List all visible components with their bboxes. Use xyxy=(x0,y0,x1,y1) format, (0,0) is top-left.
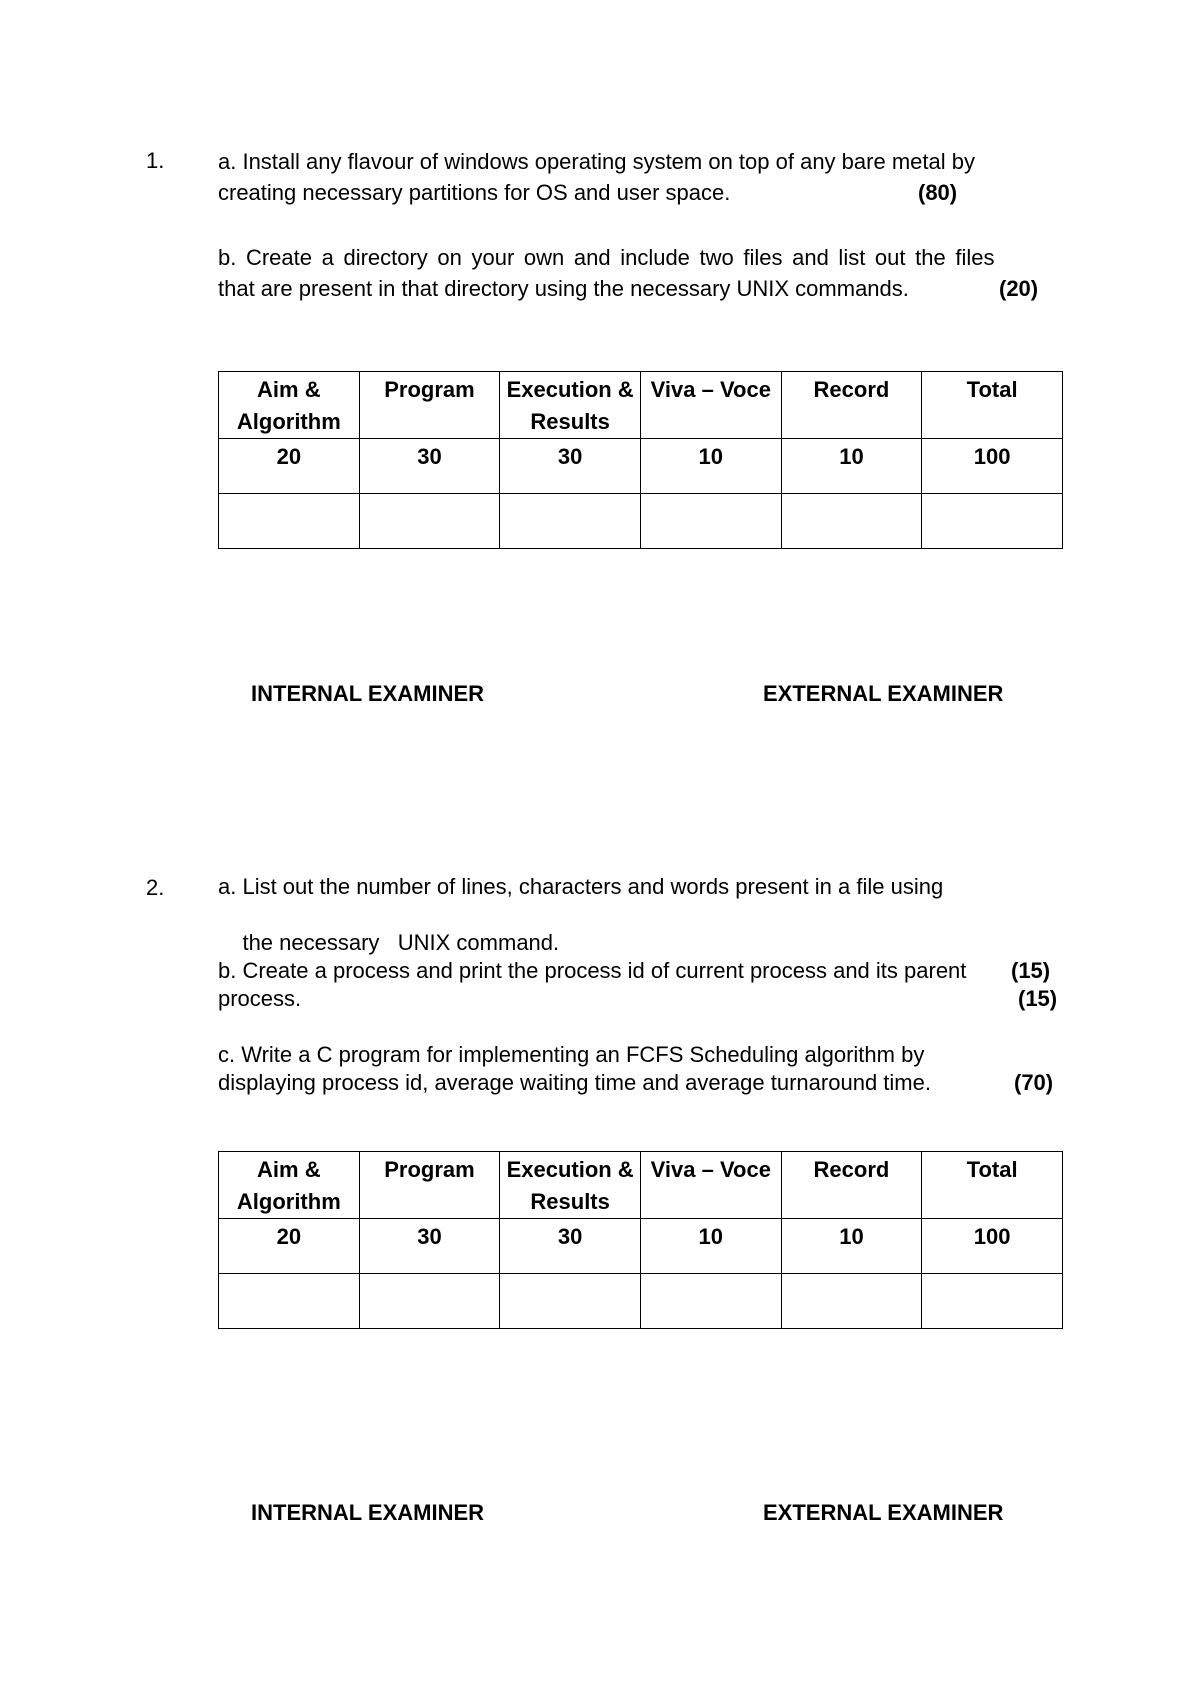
question-2-part-b-marks: (15) xyxy=(1018,986,1058,1011)
table-header-cell: Viva – Voce xyxy=(640,1152,781,1219)
table-cell: 10 xyxy=(781,1219,922,1274)
question-1-part-b xyxy=(218,242,1058,304)
question-1-internal-examiner: INTERNAL EXAMINER xyxy=(251,681,485,706)
blank-cell xyxy=(500,494,641,549)
question-1-part-a-marks: (80) xyxy=(918,180,958,205)
table-header-cell: Viva – Voce xyxy=(640,372,781,439)
question-1-number: 1. xyxy=(146,148,165,173)
blank-cell xyxy=(219,494,360,549)
table-header-cell: Record xyxy=(781,372,922,439)
table-header-cell: Execution & Results xyxy=(500,372,641,439)
question-1-part-b-line1: b. Create a directory on your own and include two files and list out the files xyxy=(218,245,995,270)
table-header-cell: Total xyxy=(922,1152,1063,1219)
table-header-cell: Execution & Results xyxy=(500,1152,641,1219)
table-cell: 20 xyxy=(219,439,360,494)
question-2-part-c xyxy=(218,1041,1058,1097)
table-blank-row xyxy=(219,494,1063,549)
question-1-part-a-line2: creating necessary partitions for OS and user space. xyxy=(218,180,731,205)
question-2-external-examiner: EXTERNAL EXAMINER xyxy=(763,1500,1004,1525)
blank-cell xyxy=(359,494,500,549)
blank-cell xyxy=(922,1274,1063,1329)
question-1-part-b-line2: that are present in that directory using the necessary UNIX commands. xyxy=(218,276,909,301)
question-2-internal-examiner: INTERNAL EXAMINER xyxy=(251,1500,485,1525)
table-cell: 100 xyxy=(922,439,1063,494)
table-header-cell: Record xyxy=(781,1152,922,1219)
question-2-part-b-line2: process. xyxy=(218,986,302,1011)
question-2-marks-table xyxy=(218,1151,1063,1329)
question-1-marks-table xyxy=(218,371,1063,549)
table-cell: 100 xyxy=(922,1219,1063,1274)
table-cell: 10 xyxy=(640,439,781,494)
question-2-number: 2. xyxy=(146,875,165,900)
table-header-cell: Program xyxy=(359,1152,500,1219)
blank-cell xyxy=(359,1274,500,1329)
table-cell: 30 xyxy=(359,439,500,494)
blank-cell xyxy=(219,1274,360,1329)
blank-cell xyxy=(781,1274,922,1329)
table-header-cell: Program xyxy=(359,372,500,439)
question-2-part-a-line1: a. List out the number of lines, characters and words present in a file using xyxy=(218,874,944,899)
blank-cell xyxy=(640,494,781,549)
question-2-part-a-line2: the necessary UNIX command. xyxy=(242,930,560,955)
table-cell: 10 xyxy=(781,439,922,494)
question-2-part-c-line1: c. Write a C program for implementing an FCFS Scheduling algorithm by xyxy=(218,1042,925,1067)
table-header-row xyxy=(219,1152,1063,1219)
table-cell: 30 xyxy=(500,1219,641,1274)
question-2-part-a-marks: (15) xyxy=(1011,958,1051,983)
question-2-part-b xyxy=(218,957,1058,1013)
table-blank-row xyxy=(219,1274,1063,1329)
table-cell: 30 xyxy=(500,439,641,494)
table-row xyxy=(219,1219,1063,1274)
blank-cell xyxy=(781,494,922,549)
blank-cell xyxy=(922,494,1063,549)
table-cell: 10 xyxy=(640,1219,781,1274)
question-1-part-a-line1: a. Install any flavour of windows operating system on top of any bare metal by xyxy=(218,149,975,174)
table-cell: 30 xyxy=(359,1219,500,1274)
table-row xyxy=(219,439,1063,494)
question-2-part-c-line2: displaying process id, average waiting time and average turnaround time. xyxy=(218,1070,931,1095)
table-cell: 20 xyxy=(219,1219,360,1274)
blank-cell xyxy=(500,1274,641,1329)
table-header-cell: Aim & Algorithm xyxy=(219,1152,360,1219)
table-header-cell: Aim & Algorithm xyxy=(219,372,360,439)
question-2-part-b-line1: b. Create a process and print the process id of current process and its parent xyxy=(218,958,967,983)
question-1-part-a xyxy=(218,146,1058,208)
question-2-part-c-marks: (70) xyxy=(1014,1070,1054,1095)
question-1-external-examiner: EXTERNAL EXAMINER xyxy=(763,681,1004,706)
question-1-part-b-marks: (20) xyxy=(999,276,1039,301)
blank-cell xyxy=(640,1274,781,1329)
table-header-row xyxy=(219,372,1063,439)
table-header-cell: Total xyxy=(922,372,1063,439)
